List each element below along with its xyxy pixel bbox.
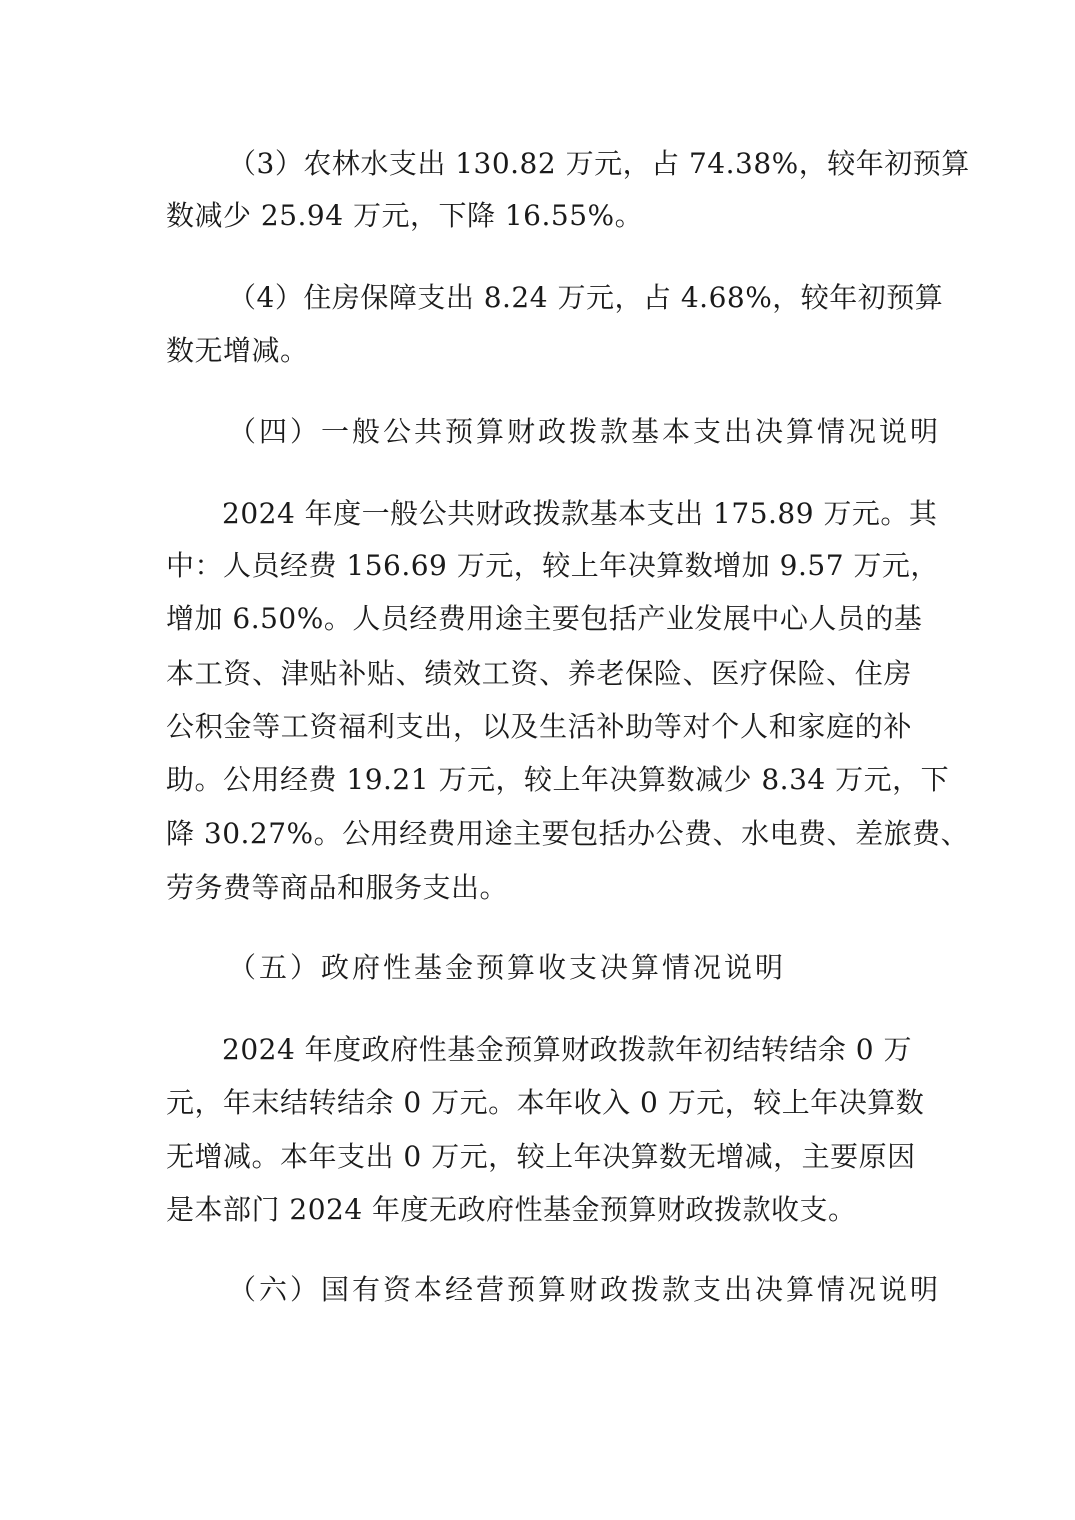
- basic-expenditure-line-2: 中：人员经费 156.69 万元，较上年决算数增加 9.57 万元，: [166, 549, 939, 582]
- basic-expenditure-line-1: 2024 年度一般公共财政拨款基本支出 175.89 万元。其: [222, 497, 938, 530]
- basic-expenditure-line-5: 公积金等工资福利支出，以及生活补助等对个人和家庭的补: [166, 710, 912, 743]
- gov-fund-line-4: 是本部门 2024 年度无政府性基金预算财政拨款收支。: [166, 1193, 857, 1226]
- item-4-line-1: （4）住房保障支出 8.24 万元，占 4.68%，较年初预算: [228, 281, 944, 314]
- basic-expenditure-line-3: 增加 6.50%。人员经费用途主要包括产业发展中心人员的基: [166, 602, 923, 635]
- section-heading-4: （四）一般公共预算财政拨款基本支出决算情况说明: [228, 415, 942, 448]
- gov-fund-line-1: 2024 年度政府性基金预算财政拨款年初结转结余 0 万: [222, 1033, 912, 1066]
- gov-fund-line-2: 元，年末结转结余 0 万元。本年收入 0 万元，较上年决算数: [166, 1086, 925, 1119]
- item-3-line-1: （3）农林水支出 130.82 万元，占 74.38%，较年初预算: [228, 147, 970, 180]
- item-4-line-2: 数无增减。: [166, 334, 309, 367]
- basic-expenditure-line-7: 降 30.27%。公用经费用途主要包括办公费、水电费、差旅费、: [166, 817, 970, 850]
- item-3-line-2: 数减少 25.94 万元，下降 16.55%。: [166, 199, 644, 232]
- basic-expenditure-line-8: 劳务费等商品和服务支出。: [166, 871, 509, 904]
- gov-fund-line-3: 无增减。本年支出 0 万元，较上年决算数无增减，主要原因: [166, 1140, 916, 1173]
- section-heading-6: （六）国有资本经营预算财政拨款支出决算情况说明: [228, 1273, 942, 1306]
- section-heading-5: （五）政府性基金预算收支决算情况说明: [228, 951, 787, 984]
- basic-expenditure-line-6: 助。公用经费 19.21 万元，较上年决算数减少 8.34 万元，下: [166, 763, 950, 796]
- basic-expenditure-line-4: 本工资、津贴补贴、绩效工资、养老保险、医疗保险、住房: [166, 657, 912, 690]
